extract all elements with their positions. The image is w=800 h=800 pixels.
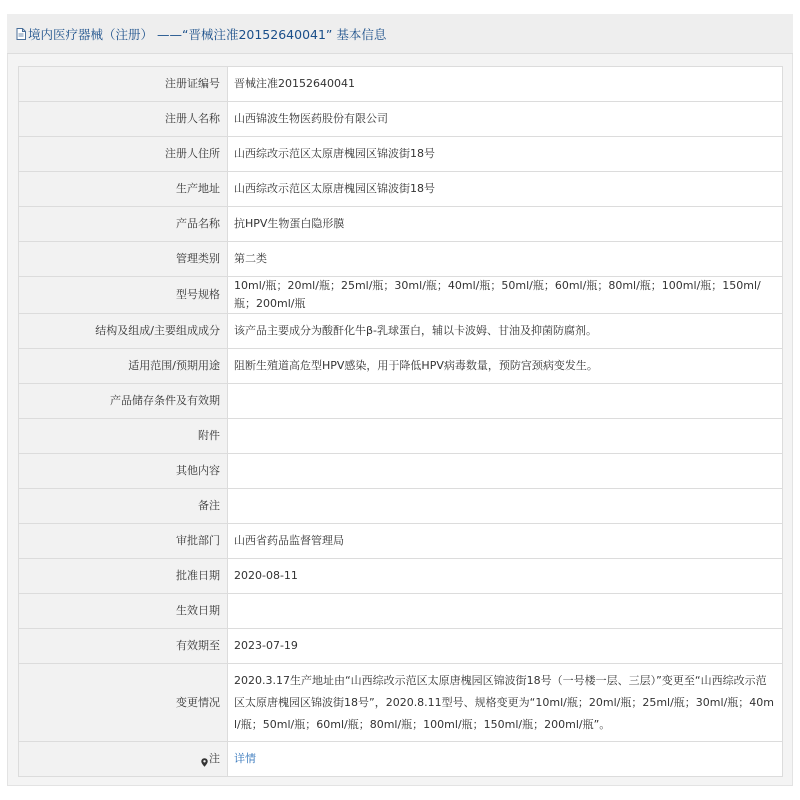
field-value: 山西综改示范区太原唐槐园区锦波街18号 xyxy=(228,172,783,207)
table-row xyxy=(19,454,783,489)
table-row xyxy=(19,137,783,172)
field-value: 第二类 xyxy=(228,242,783,277)
field-label: 生产地址 xyxy=(19,172,228,207)
field-label: 型号规格 xyxy=(19,277,228,314)
field-value: 山西综改示范区太原唐槐园区锦波街18号 xyxy=(228,137,783,172)
field-label: 适用范围/预期用途 xyxy=(19,349,228,384)
map-pin-icon xyxy=(201,755,208,764)
field-label: 管理类别 xyxy=(19,242,228,277)
footer-row-label-text: 注 xyxy=(209,752,220,765)
field-label: 产品储存条件及有效期 xyxy=(19,384,228,419)
table-row xyxy=(19,314,783,349)
field-value xyxy=(228,594,783,629)
field-value xyxy=(228,384,783,419)
table-row xyxy=(19,349,783,384)
table-row xyxy=(19,242,783,277)
page-title: 境内医疗器械（注册） ——“晋械注准20152640041” 基本信息 xyxy=(28,26,387,42)
field-value: 阻断生殖道高危型HPV感染，用于降低HPV病毒数量，预防宫颈病变发生。 xyxy=(228,349,783,384)
table-row xyxy=(19,67,783,102)
field-value: 2020.3.17生产地址由“山西综改示范区太原唐槐园区锦波街18号（一号楼一层、三层）”变更至“山西综改示范区太原唐槐园区锦波街18号”，2020.8.11型号、规格变更为“10ml/瓶；20ml/瓶；25ml/瓶；30ml/瓶；40ml/瓶；50ml/瓶；60ml/瓶；80ml/瓶；100ml/瓶；150ml/瓶；200ml/瓶”。 xyxy=(228,664,783,742)
field-label: 有效期至 xyxy=(19,629,228,664)
field-value: 抗HPV生物蛋白隐形膜 xyxy=(228,207,783,242)
field-value: 山西省药品监督管理局 xyxy=(228,524,783,559)
table-row xyxy=(19,559,783,594)
footer-row-value xyxy=(228,742,783,777)
details-link[interactable]: 详情 xyxy=(234,752,256,765)
table-row xyxy=(19,102,783,137)
document-icon xyxy=(16,28,26,40)
field-label: 结构及组成/主要组成成分 xyxy=(19,314,228,349)
field-value xyxy=(228,454,783,489)
field-label: 注册人住所 xyxy=(19,137,228,172)
table-row xyxy=(19,277,783,314)
field-value xyxy=(228,419,783,454)
page-header xyxy=(7,14,793,54)
table-row xyxy=(19,524,783,559)
table-row xyxy=(19,629,783,664)
field-label: 备注 xyxy=(19,489,228,524)
footer-row-label xyxy=(19,742,228,777)
field-label: 变更情况 xyxy=(19,664,228,742)
field-value: 2023-07-19 xyxy=(228,629,783,664)
field-value: 2020-08-11 xyxy=(228,559,783,594)
field-label: 其他内容 xyxy=(19,454,228,489)
table-row xyxy=(19,594,783,629)
field-value: 该产品主要成分为酸酐化牛β-乳球蛋白，辅以卡波姆、甘油及抑菌防腐剂。 xyxy=(228,314,783,349)
field-label: 产品名称 xyxy=(19,207,228,242)
table-row xyxy=(19,664,783,742)
field-label: 注册人名称 xyxy=(19,102,228,137)
table-row xyxy=(19,742,783,777)
field-label: 生效日期 xyxy=(19,594,228,629)
field-label: 附件 xyxy=(19,419,228,454)
field-value: 10ml/瓶；20ml/瓶；25ml/瓶；30ml/瓶；40ml/瓶；50ml/瓶；60ml/瓶；80ml/瓶；100ml/瓶；150ml/瓶；200ml/瓶 xyxy=(228,277,783,314)
field-label: 批准日期 xyxy=(19,559,228,594)
field-value xyxy=(228,489,783,524)
field-label: 注册证编号 xyxy=(19,67,228,102)
table-row xyxy=(19,172,783,207)
table-row xyxy=(19,207,783,242)
table-row xyxy=(19,384,783,419)
registration-info-table xyxy=(18,66,783,777)
table-row xyxy=(19,489,783,524)
table-row xyxy=(19,419,783,454)
field-value: 山西锦波生物医药股份有限公司 xyxy=(228,102,783,137)
field-label: 审批部门 xyxy=(19,524,228,559)
field-value: 晋械注准20152640041 xyxy=(228,67,783,102)
